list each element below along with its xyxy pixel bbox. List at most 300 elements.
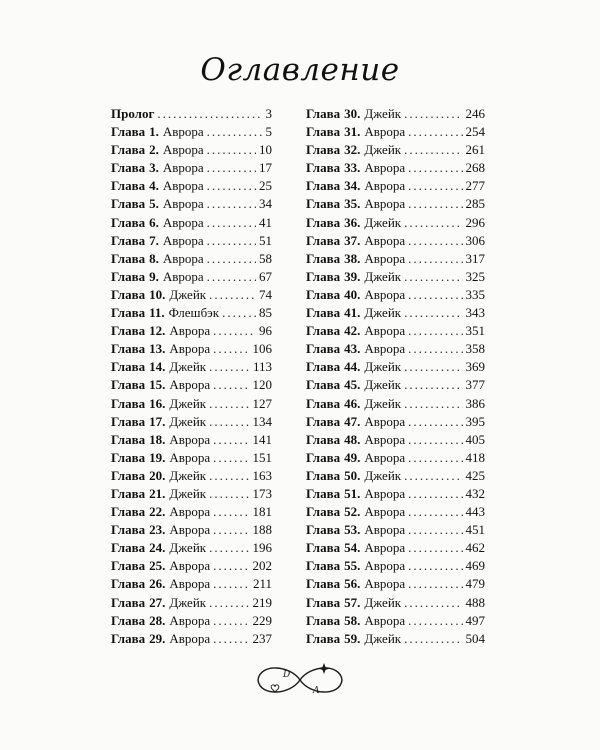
entry-prefix: Глава: [306, 630, 341, 646]
toc-entry: [111, 612, 272, 630]
entry-page-number: 134: [252, 413, 272, 429]
entry-page-number: 317: [465, 250, 485, 266]
entry-number: 51.: [344, 485, 361, 501]
dot-leader: [207, 159, 256, 177]
entry-number: 18.: [149, 431, 166, 447]
entry-page-number: 246: [465, 106, 485, 121]
entry-name: Аврора: [364, 522, 406, 538]
entry-name: Джейк: [169, 594, 207, 610]
toc-entry: [111, 395, 272, 413]
toc-entry: [306, 575, 485, 593]
entry-name: Джейк: [169, 395, 207, 411]
toc-entry: [306, 413, 485, 431]
dot-leader: [404, 594, 462, 612]
entry-number: 10.: [149, 286, 166, 302]
toc-entry: [306, 503, 485, 521]
toc-entry: [111, 358, 272, 376]
dot-leader: [207, 141, 256, 159]
entry-number: 33.: [344, 160, 361, 176]
dot-leader: [408, 485, 462, 503]
entry-number: 45.: [344, 377, 361, 393]
entry-page-number: 5: [265, 124, 272, 140]
entry-page-number: 181: [252, 504, 272, 520]
entry-prefix: Глава: [111, 576, 146, 592]
entry-number: 2.: [149, 142, 159, 158]
entry-prefix: Глава: [306, 124, 341, 140]
entry-number: 38.: [344, 250, 361, 266]
dot-leader: [408, 449, 462, 467]
entry-prefix: Глава: [111, 594, 146, 610]
entry-prefix: Глава: [306, 522, 341, 538]
entry-prefix: Глава: [306, 341, 341, 357]
entry-number: 28.: [149, 612, 166, 628]
entry-number: 21.: [149, 485, 166, 501]
entry-name: Аврора: [162, 178, 204, 194]
heart-icon: [271, 685, 279, 692]
toc-entry: [111, 268, 272, 286]
toc-entry: [111, 159, 272, 177]
entry-page-number: 58: [259, 250, 272, 266]
toc-entry: [111, 449, 272, 467]
entry-name: Джейк: [364, 214, 402, 230]
entry-prefix: Глава: [111, 232, 146, 248]
entry-name: Джейк: [169, 540, 207, 556]
toc-entry: [111, 322, 272, 340]
entry-number: 34.: [344, 178, 361, 194]
dot-leader: [404, 395, 462, 413]
entry-name: Аврора: [364, 196, 406, 212]
dot-leader: [213, 340, 249, 358]
entry-name: Аврора: [169, 558, 211, 574]
entry-page-number: 113: [252, 359, 272, 375]
entry-prefix: Глава: [111, 305, 146, 321]
entry-name: Аврора: [162, 142, 204, 158]
entry-page-number: 3: [265, 106, 272, 121]
dot-leader: [408, 232, 462, 250]
dot-leader: [207, 232, 256, 250]
entry-name: Аврора: [364, 449, 406, 465]
entry-number: 17.: [149, 413, 166, 429]
entry-prefix: Глава: [111, 142, 146, 158]
toc-entry: [111, 195, 272, 213]
entry-prefix: Глава: [111, 540, 146, 556]
entry-page-number: 351: [465, 323, 485, 339]
entry-name: Аврора: [162, 196, 204, 212]
entry-prefix: Глава: [306, 214, 341, 230]
toc-entry: [306, 232, 485, 250]
dot-leader: [209, 467, 249, 485]
dot-leader: [213, 557, 249, 575]
entry-page-number: 261: [465, 142, 485, 158]
dot-leader: [408, 286, 462, 304]
entry-prefix: Пролог: [111, 106, 155, 121]
entry-number: 15.: [149, 377, 166, 393]
entry-page-number: 325: [465, 268, 485, 284]
entry-name: Аврора: [169, 522, 211, 538]
dot-leader: [213, 612, 249, 630]
entry-number: 42.: [344, 323, 361, 339]
entry-prefix: Глава: [111, 341, 146, 357]
entry-number: 55.: [344, 558, 361, 574]
toc-entry: [306, 594, 485, 612]
entry-prefix: Глава: [306, 268, 341, 284]
entry-number: 24.: [149, 540, 166, 556]
entry-page-number: 497: [465, 612, 485, 628]
dot-leader: [408, 431, 462, 449]
entry-page-number: 67: [259, 268, 272, 284]
entry-prefix: Глава: [111, 558, 146, 574]
entry-name: Аврора: [169, 449, 211, 465]
entry-page-number: 405: [465, 431, 485, 447]
toc-entry: [306, 557, 485, 575]
entry-prefix: Глава: [111, 467, 146, 483]
entry-page-number: 432: [465, 485, 485, 501]
toc-entry: [111, 214, 272, 232]
toc-entry: [111, 232, 272, 250]
dot-leader: [404, 376, 462, 394]
entry-name: Аврора: [162, 124, 204, 140]
entry-page-number: 306: [465, 232, 485, 248]
dot-leader: [408, 177, 462, 195]
dot-leader: [213, 376, 249, 394]
entry-number: 27.: [149, 594, 166, 610]
entry-page-number: 196: [252, 540, 272, 556]
entry-prefix: Глава: [306, 395, 341, 411]
toc-entry: [111, 141, 272, 159]
dot-leader: [213, 431, 249, 449]
entry-name: Джейк: [169, 467, 207, 483]
entry-prefix: Глава: [306, 594, 341, 610]
dot-leader: [207, 177, 256, 195]
dot-leader: [404, 268, 462, 286]
entry-prefix: Глава: [111, 268, 146, 284]
entry-name: Аврора: [364, 160, 406, 176]
dot-leader: [209, 413, 249, 431]
entry-number: 57.: [344, 594, 361, 610]
toc-entry: [111, 431, 272, 449]
entry-number: 46.: [344, 395, 361, 411]
entry-number: 4.: [149, 178, 159, 194]
toc-entry: [306, 358, 485, 376]
entry-prefix: Глава: [111, 377, 146, 393]
entry-number: 36.: [344, 214, 361, 230]
entry-prefix: Глава: [306, 323, 341, 339]
entry-prefix: Глава: [111, 612, 146, 628]
entry-prefix: Глава: [111, 485, 146, 501]
entry-number: 43.: [344, 341, 361, 357]
entry-page-number: 96: [259, 323, 272, 339]
dot-leader: [213, 449, 249, 467]
toc-column-right: [306, 105, 485, 648]
entry-page-number: 173: [252, 485, 272, 501]
dot-leader: [404, 105, 462, 123]
entry-prefix: Глава: [306, 377, 341, 393]
toc-entry: [111, 413, 272, 431]
entry-prefix: Глава: [306, 612, 341, 628]
entry-name: Аврора: [162, 268, 204, 284]
dot-leader: [408, 159, 462, 177]
entry-number: 19.: [149, 449, 166, 465]
dot-leader: [222, 304, 256, 322]
entry-page-number: 343: [465, 305, 485, 321]
entry-name: Аврора: [169, 341, 211, 357]
toc-entry: [111, 521, 272, 539]
toc-entry: [111, 286, 272, 304]
entry-name: Джейк: [169, 413, 207, 429]
entry-name: Джейк: [364, 594, 402, 610]
entry-number: 14.: [149, 359, 166, 375]
dot-leader: [207, 250, 256, 268]
entry-prefix: Глава: [306, 106, 341, 121]
entry-name: Джейк: [364, 106, 402, 121]
dot-leader: [408, 195, 462, 213]
toc-entry: [306, 340, 485, 358]
toc-entry: [306, 449, 485, 467]
entry-name: Аврора: [364, 178, 406, 194]
toc-entry: [111, 123, 272, 141]
entry-prefix: Глава: [111, 522, 146, 538]
entry-name: Аврора: [169, 323, 211, 339]
entry-number: 47.: [344, 413, 361, 429]
entry-number: 52.: [344, 504, 361, 520]
toc-entry: [111, 250, 272, 268]
entry-name: Аврора: [169, 431, 211, 447]
entry-number: 16.: [149, 395, 166, 411]
toc-entry: [306, 250, 485, 268]
entry-name: Аврора: [162, 232, 204, 248]
toc-entry: [306, 485, 485, 503]
dot-leader: [408, 250, 462, 268]
toc-entry: [111, 467, 272, 485]
entry-name: Аврора: [364, 286, 406, 302]
dot-leader: [207, 268, 256, 286]
toc-entry: [111, 594, 272, 612]
entry-number: 26.: [149, 576, 166, 592]
entry-page-number: 163: [252, 467, 272, 483]
toc-entry: [306, 322, 485, 340]
entry-name: Джейк: [169, 286, 207, 302]
dot-leader: [408, 575, 462, 593]
dot-leader: [404, 467, 462, 485]
entry-name: Аврора: [169, 630, 211, 646]
toc-entry: [306, 141, 485, 159]
entry-page-number: 141: [252, 431, 272, 447]
entry-number: 9.: [149, 268, 159, 284]
entry-number: 49.: [344, 449, 361, 465]
entry-name: Аврора: [364, 540, 406, 556]
toc-entry: [306, 105, 485, 123]
toc-entry: [306, 612, 485, 630]
entry-name: Джейк: [364, 268, 402, 284]
entry-number: 7.: [149, 232, 159, 248]
dot-leader: [209, 594, 249, 612]
dot-leader: [408, 322, 462, 340]
entry-number: 6.: [149, 214, 159, 230]
entry-number: 12.: [149, 323, 166, 339]
dot-leader: [404, 630, 462, 648]
entry-name: Джейк: [364, 467, 402, 483]
entry-prefix: Глава: [306, 142, 341, 158]
dot-leader: [209, 485, 249, 503]
entry-page-number: 120: [252, 377, 272, 393]
entry-prefix: Глава: [306, 232, 341, 248]
entry-page-number: 17: [259, 160, 272, 176]
entry-page-number: 41: [259, 214, 272, 230]
toc-entry: [306, 268, 485, 286]
entry-prefix: Глава: [306, 576, 341, 592]
entry-name: Аврора: [364, 576, 406, 592]
entry-number: 41.: [344, 305, 361, 321]
entry-name: Аврора: [162, 250, 204, 266]
entry-name: Джейк: [364, 630, 402, 646]
entry-page-number: 451: [465, 522, 485, 538]
toc-entry: [306, 159, 485, 177]
entry-name: Аврора: [364, 250, 406, 266]
entry-name: Аврора: [162, 214, 204, 230]
entry-page-number: 443: [465, 504, 485, 520]
entry-number: 44.: [344, 359, 361, 375]
entry-number: 54.: [344, 540, 361, 556]
toc-entry: [111, 177, 272, 195]
dot-leader: [213, 322, 256, 340]
dot-leader: [404, 141, 462, 159]
entry-page-number: 462: [465, 540, 485, 556]
entry-prefix: Глава: [111, 395, 146, 411]
toc-entry: [306, 195, 485, 213]
entry-page-number: 425: [465, 467, 485, 483]
entry-page-number: 51: [259, 232, 272, 248]
dot-leader: [209, 358, 250, 376]
toc-entry: [111, 575, 272, 593]
ornament-letter-d: D: [283, 670, 291, 680]
dot-leader: [408, 123, 462, 141]
entry-page-number: 211: [252, 576, 272, 592]
dot-leader: [213, 630, 249, 648]
toc-entry: [306, 214, 485, 232]
entry-page-number: 335: [465, 286, 485, 302]
entry-name: Аврора: [364, 413, 406, 429]
entry-name: Аврора: [162, 160, 204, 176]
entry-page-number: 418: [465, 449, 485, 465]
entry-prefix: Глава: [111, 504, 146, 520]
dot-leader: [213, 521, 249, 539]
entry-prefix: Глава: [306, 196, 341, 212]
entry-name: Джейк: [364, 305, 402, 321]
entry-name: Аврора: [364, 232, 406, 248]
entry-prefix: Глава: [111, 124, 146, 140]
toc-entry: [306, 376, 485, 394]
entry-prefix: Глава: [306, 160, 341, 176]
entry-name: Джейк: [364, 359, 402, 375]
dot-leader: [408, 539, 462, 557]
entry-page-number: 358: [465, 341, 485, 357]
entry-number: 13.: [149, 341, 166, 357]
entry-name: Аврора: [364, 504, 406, 520]
dot-leader: [408, 612, 462, 630]
entry-page-number: 25: [259, 178, 272, 194]
dot-leader: [213, 503, 249, 521]
entry-page-number: 488: [465, 594, 485, 610]
entry-prefix: Глава: [111, 286, 146, 302]
toc-entry: [306, 123, 485, 141]
entry-prefix: Глава: [306, 540, 341, 556]
entry-page-number: 10: [259, 142, 272, 158]
dot-leader: [209, 395, 249, 413]
dot-leader: [207, 195, 256, 213]
entry-name: Аврора: [364, 124, 406, 140]
infinity-ornament-icon: [250, 655, 350, 705]
entry-number: 58.: [344, 612, 361, 628]
dot-leader: [408, 557, 462, 575]
toc-entry: [111, 503, 272, 521]
entry-number: 35.: [344, 196, 361, 212]
toc-entry: [111, 304, 272, 322]
entry-page-number: 74: [259, 286, 272, 302]
dot-leader: [408, 340, 462, 358]
entry-name: Аврора: [169, 612, 211, 628]
dot-leader: [207, 214, 256, 232]
dot-leader: [404, 214, 462, 232]
entry-name: Аврора: [364, 431, 406, 447]
entry-number: 59.: [344, 630, 361, 646]
entry-prefix: Глава: [306, 431, 341, 447]
entry-page-number: 219: [252, 594, 272, 610]
entry-page-number: 85: [259, 305, 272, 321]
toc-entry: [306, 539, 485, 557]
entry-prefix: Глава: [306, 413, 341, 429]
entry-number: 5.: [149, 196, 159, 212]
entry-prefix: Глава: [306, 286, 341, 302]
dot-leader: [408, 503, 462, 521]
entry-page-number: 34: [259, 196, 272, 212]
dot-leader: [404, 358, 462, 376]
toc-column-left: [111, 105, 272, 648]
entry-number: 25.: [149, 558, 166, 574]
entry-page-number: 106: [252, 341, 272, 357]
dot-leader: [408, 413, 462, 431]
sparkle-icon: [319, 663, 330, 674]
entry-name: Джейк: [169, 359, 207, 375]
dot-leader: [408, 521, 462, 539]
entry-page-number: 151: [252, 449, 272, 465]
toc-entry: [111, 376, 272, 394]
entry-prefix: Глава: [111, 323, 146, 339]
entry-page-number: 479: [465, 576, 485, 592]
toc-entry: [111, 557, 272, 575]
entry-number: 32.: [344, 142, 361, 158]
entry-prefix: Глава: [111, 178, 146, 194]
entry-page-number: 285: [465, 196, 485, 212]
entry-number: 56.: [344, 576, 361, 592]
entry-number: 29.: [149, 630, 166, 646]
entry-page-number: 188: [252, 522, 272, 538]
toc-entry: [306, 630, 485, 648]
toc-entry: [111, 630, 272, 648]
entry-page-number: 395: [465, 413, 485, 429]
entry-number: 20.: [149, 467, 166, 483]
toc-entry: [111, 539, 272, 557]
entry-name: Аврора: [364, 485, 406, 501]
entry-prefix: Глава: [111, 413, 146, 429]
entry-name: Аврора: [169, 377, 211, 393]
entry-prefix: Глава: [111, 214, 146, 230]
entry-prefix: Глава: [306, 449, 341, 465]
entry-prefix: Глава: [306, 178, 341, 194]
toc-entry: [111, 340, 272, 358]
entry-name: Аврора: [169, 576, 211, 592]
entry-number: 22.: [149, 504, 166, 520]
entry-name: Джейк: [169, 485, 207, 501]
